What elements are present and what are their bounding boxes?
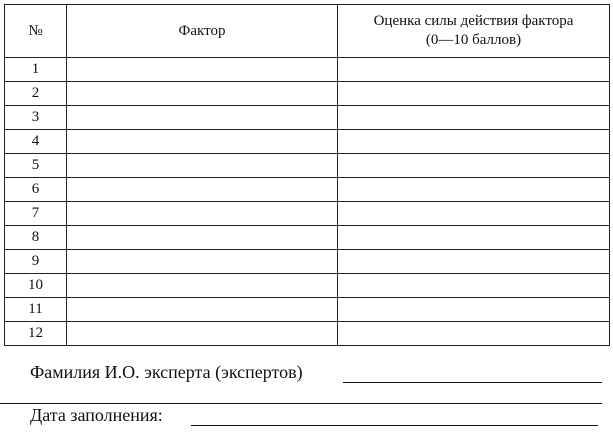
number-column-header: № [5, 5, 67, 58]
table-row [5, 298, 610, 322]
factor-cell[interactable] [67, 130, 338, 154]
table-row [5, 250, 610, 274]
table-header-row [5, 5, 610, 58]
score-cell[interactable] [338, 106, 610, 130]
factor-cell[interactable] [67, 178, 338, 202]
table-row [5, 106, 610, 130]
score-column-header [338, 5, 610, 58]
factor-cell[interactable] [67, 226, 338, 250]
row-number-cell: 9 [5, 250, 67, 274]
row-number-cell: 3 [5, 106, 67, 130]
table-row [5, 130, 610, 154]
score-header-title: Оценка силы действия фактора [373, 13, 574, 29]
row-number-cell: 2 [5, 82, 67, 106]
row-number-cell: 5 [5, 154, 67, 178]
expert-name-label: Фамилия И.О. эксперта (экспертов) [30, 362, 303, 382]
score-cell[interactable] [338, 178, 610, 202]
factor-cell[interactable] [67, 202, 338, 226]
row-number-cell: 10 [5, 274, 67, 298]
factor-cell[interactable] [67, 250, 338, 274]
table-row [5, 322, 610, 346]
score-cell[interactable] [338, 130, 610, 154]
factor-cell[interactable] [67, 106, 338, 130]
factor-cell[interactable] [67, 322, 338, 346]
factor-cell[interactable] [67, 82, 338, 106]
table-row [5, 202, 610, 226]
row-number-cell: 11 [5, 298, 67, 322]
factor-cell[interactable] [67, 58, 338, 82]
score-cell[interactable] [338, 202, 610, 226]
fill-date-label: Дата заполнения: [30, 405, 163, 425]
expert-name-continuation-blank[interactable] [0, 403, 602, 404]
score-cell[interactable] [338, 82, 610, 106]
fill-date-blank[interactable] [191, 425, 598, 426]
score-cell[interactable] [338, 58, 610, 82]
factor-rating-table [4, 4, 610, 346]
row-number-cell: 7 [5, 202, 67, 226]
score-cell[interactable] [338, 154, 610, 178]
table-row [5, 178, 610, 202]
table-row [5, 82, 610, 106]
factor-column-header: Фактор [67, 5, 338, 58]
table-row [5, 274, 610, 298]
table-row [5, 226, 610, 250]
factor-cell[interactable] [67, 154, 338, 178]
table-row [5, 58, 610, 82]
score-cell[interactable] [338, 226, 610, 250]
score-cell[interactable] [338, 322, 610, 346]
row-number-cell: 8 [5, 226, 67, 250]
row-number-cell: 4 [5, 130, 67, 154]
score-cell[interactable] [338, 298, 610, 322]
row-number-cell: 6 [5, 178, 67, 202]
expert-name-blank[interactable] [343, 382, 602, 383]
row-number-cell: 1 [5, 58, 67, 82]
factor-cell[interactable] [67, 298, 338, 322]
table-body [5, 58, 610, 346]
table-row [5, 154, 610, 178]
row-number-cell: 12 [5, 322, 67, 346]
score-header-range: (0—10 баллов) [425, 32, 522, 48]
score-cell[interactable] [338, 250, 610, 274]
factor-cell[interactable] [67, 274, 338, 298]
score-cell[interactable] [338, 274, 610, 298]
